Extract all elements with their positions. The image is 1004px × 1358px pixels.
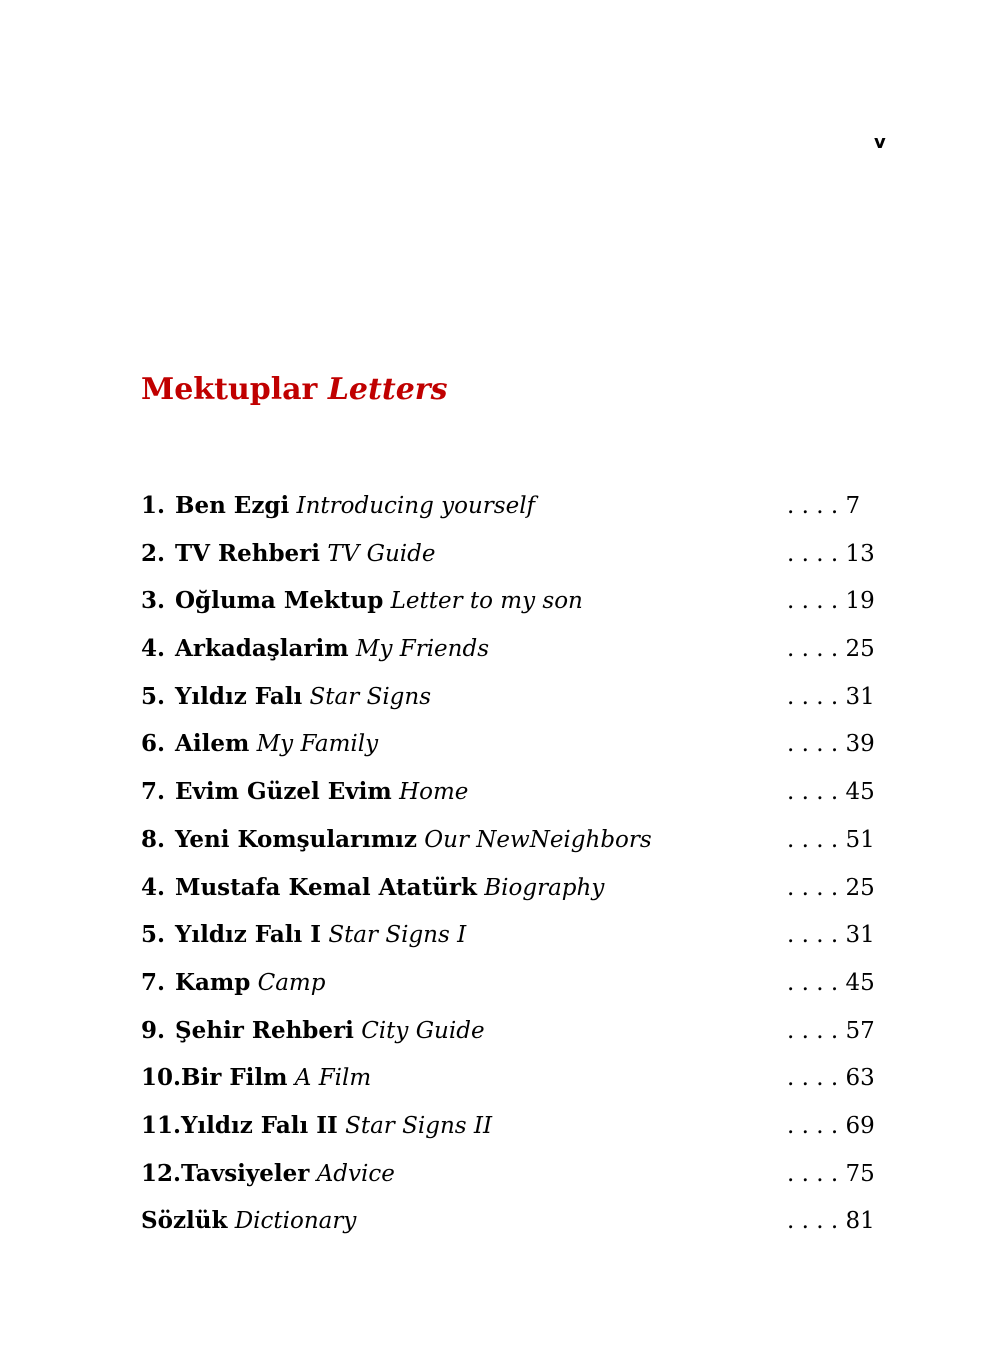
toc-page-number: . . . . 19	[787, 588, 875, 615]
toc-title-english: Advice	[316, 1160, 395, 1187]
toc-page-number: . . . . 25	[787, 874, 875, 901]
toc-entry[interactable]	[141, 484, 881, 532]
toc-title-turkish: Bir Film	[181, 1064, 288, 1092]
toc-title-english: Star Signs I	[328, 922, 467, 949]
toc-number: 12.	[141, 1159, 182, 1187]
toc-page-number: . . . . 51	[787, 826, 875, 853]
toc-entry[interactable]	[141, 866, 881, 914]
toc-number: 9.	[141, 1016, 166, 1044]
toc-entry[interactable]	[141, 722, 881, 770]
toc-title-english: TV Guide	[327, 540, 436, 567]
toc-title-english: Home	[399, 779, 469, 806]
toc-entry[interactable]	[141, 627, 881, 675]
toc-entry[interactable]	[141, 1199, 881, 1247]
toc-title-turkish: Ailem	[175, 730, 250, 758]
toc-title-english: Dictionary	[234, 1208, 357, 1235]
toc-entry[interactable]	[141, 1152, 881, 1200]
toc-page-number: . . . . 81	[787, 1208, 875, 1235]
toc-title-turkish: Yıldız Falı	[175, 682, 303, 710]
toc-title-turkish: TV Rehberi	[175, 539, 321, 567]
toc-page-number: . . . . 75	[787, 1160, 875, 1187]
toc-entry[interactable]	[141, 1056, 881, 1104]
toc-entry[interactable]	[141, 1009, 881, 1057]
toc-title-english: My Friends	[355, 636, 490, 663]
toc-title-turkish: Oğluma Mektup	[175, 587, 384, 615]
toc-title-turkish: Mustafa Kemal Atatürk	[175, 873, 477, 901]
toc-page-number: . . . . 31	[787, 922, 875, 949]
toc-page-number: . . . . 69	[787, 1112, 875, 1139]
toc-title-turkish: Şehir Rehberi	[175, 1016, 354, 1044]
toc-title-turkish: Ben Ezgi	[175, 492, 290, 519]
toc-page-number: . . . . 57	[787, 1017, 875, 1044]
toc-page-number: . . . . 7	[787, 493, 861, 519]
section-heading	[141, 372, 448, 407]
toc-number: 10.	[141, 1064, 182, 1092]
toc-number: 7.	[141, 778, 166, 806]
toc-entry[interactable]	[141, 675, 881, 723]
toc-title-english: Star Signs II	[345, 1112, 493, 1139]
toc-number: 4.	[141, 635, 166, 663]
toc-entry[interactable]	[141, 961, 881, 1009]
toc-title-turkish: Yıldız Falı II	[181, 1111, 338, 1139]
toc-title-english: Introducing yourself	[296, 493, 536, 519]
toc-number: 11.	[141, 1111, 182, 1139]
toc-title-turkish: Kamp	[175, 968, 251, 996]
toc-title-turkish: Arkadaşlarim	[175, 635, 349, 663]
toc-number: 1.	[141, 492, 166, 519]
toc-page-number: . . . . 25	[787, 636, 875, 663]
toc-page-number: . . . . 63	[787, 1065, 875, 1092]
toc-title-turkish: Evim Güzel Evim	[175, 778, 392, 806]
toc-page-number: . . . . 31	[787, 683, 875, 710]
toc-title-turkish: Yıldız Falı I	[175, 921, 321, 949]
toc-number: 5.	[141, 921, 166, 949]
toc-entry[interactable]	[141, 770, 881, 818]
toc-title-english: Camp	[257, 969, 326, 996]
toc-title-english: Our NewNeighbors	[424, 826, 652, 853]
toc-title-turkish: Yeni Komşularımız	[175, 825, 417, 853]
toc-number: 6.	[141, 730, 166, 758]
toc-number: 8.	[141, 825, 166, 853]
toc-title-english: My Family	[256, 731, 379, 758]
toc-title-english: City Guide	[361, 1017, 485, 1044]
page-number: v	[874, 132, 886, 153]
toc-title-english: A Film	[294, 1065, 372, 1092]
heading-turkish: Mektuplar	[141, 372, 318, 407]
toc-title-turkish: Tavsiyeler	[181, 1159, 310, 1187]
toc-title-english: Biography	[484, 874, 605, 901]
heading-english: Letters	[327, 372, 448, 407]
table-of-contents	[141, 484, 881, 1247]
toc-entry[interactable]	[141, 1104, 881, 1152]
toc-number: 2.	[141, 539, 166, 567]
toc-page-number: . . . . 13	[787, 540, 875, 567]
toc-title-english: Star Signs	[309, 683, 432, 710]
toc-number: 4.	[141, 873, 166, 901]
toc-entry[interactable]	[141, 913, 881, 961]
toc-page-number: . . . . 39	[787, 731, 875, 758]
toc-title-english: Letter to my son	[390, 588, 583, 615]
toc-number: 3.	[141, 587, 166, 615]
toc-entry[interactable]	[141, 532, 881, 580]
toc-number: 5.	[141, 682, 166, 710]
toc-page-number: . . . . 45	[787, 779, 875, 806]
toc-entry[interactable]	[141, 818, 881, 866]
toc-number: 7.	[141, 968, 166, 996]
toc-title-turkish: Sözlük	[141, 1207, 228, 1235]
toc-page-number: . . . . 45	[787, 969, 875, 996]
toc-entry[interactable]	[141, 579, 881, 627]
